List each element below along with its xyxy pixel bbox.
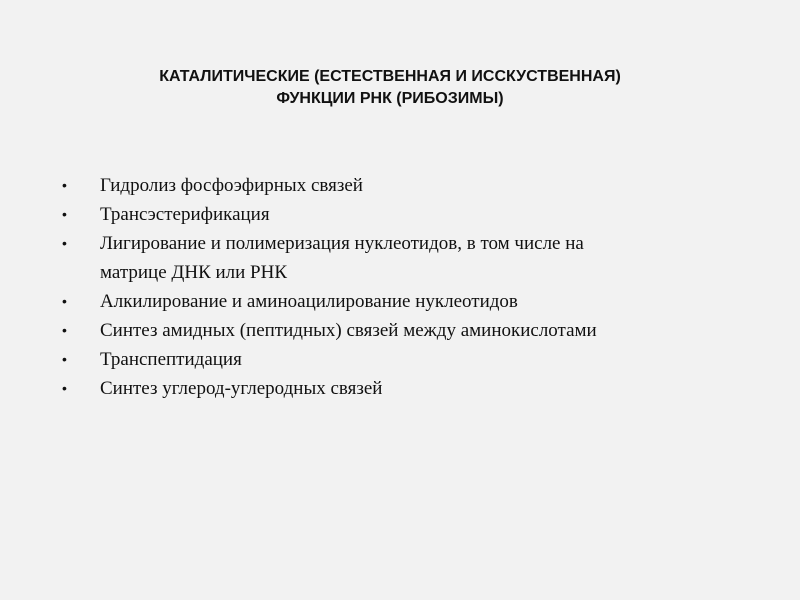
bullet-icon: •: [62, 206, 67, 222]
list-item-text: Трансэстерификация: [100, 204, 270, 225]
list-item-text: Лигирование и полимеризация нуклеотидов, в том числе на: [100, 233, 584, 254]
bullet-icon: •: [62, 380, 67, 396]
list-item-text-continuation: матрице ДНК или РНК: [100, 262, 288, 283]
bullet-icon: •: [62, 322, 67, 338]
bullet-icon: •: [62, 293, 67, 309]
bullet-icon: •: [62, 351, 67, 367]
list-item: [62, 345, 762, 374]
list-item: [62, 229, 762, 287]
list-item-text: Транспептидация: [100, 349, 242, 370]
list-item-text: Синтез амидных (пептидных) связей между аминокислотами: [100, 320, 597, 341]
list-item: [62, 374, 762, 403]
bullet-icon: •: [62, 177, 67, 193]
bullet-list: [62, 171, 762, 403]
title-line-2: ФУНКЦИИ РНК (РИБОЗИМЫ): [276, 90, 504, 107]
slide-title: [60, 66, 720, 110]
title-line-1: КАТАЛИТИЧЕСКИЕ (ЕСТЕСТВЕННАЯ И ИССКУСТВЕННАЯ): [159, 68, 621, 85]
list-item-text: Алкилирование и аминоацилирование нуклеотидов: [100, 291, 518, 312]
list-item: [62, 171, 762, 200]
list-item-text: Синтез углерод-углеродных связей: [100, 378, 383, 399]
list-item: [62, 287, 762, 316]
list-item-text: Гидролиз фосфоэфирных связей: [100, 175, 363, 196]
list-item: [62, 316, 762, 345]
list-item: [62, 200, 762, 229]
bullet-icon: •: [62, 235, 67, 251]
